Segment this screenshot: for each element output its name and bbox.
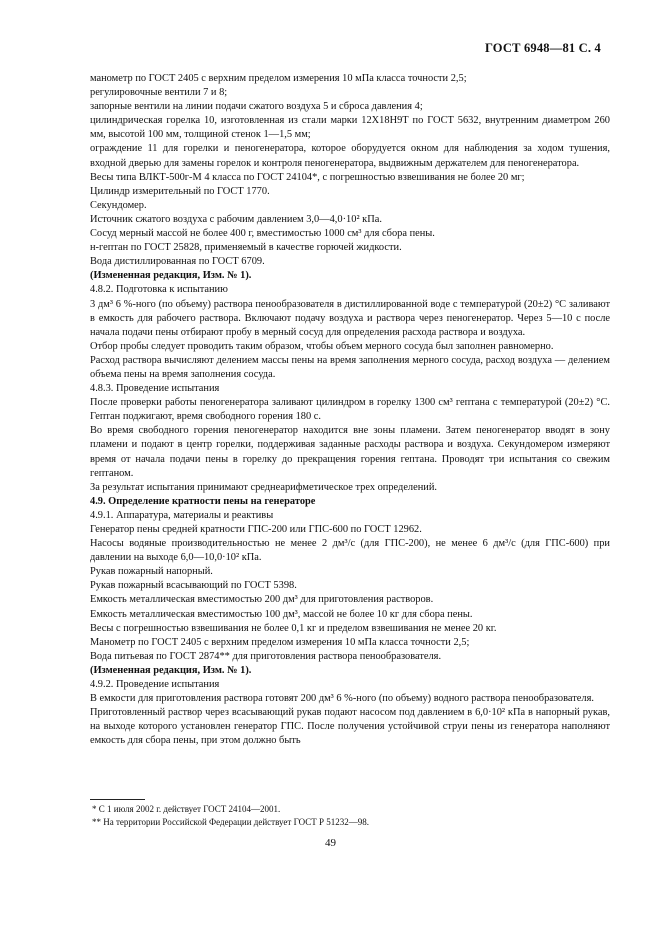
- paragraph: После проверки работы пеногенератора заливают цилиндром в горелку 1300 см³ гептана с температурой (20±2) °С. Гептан поджигают, время свободного горения 180 с.: [90, 397, 610, 423]
- paragraph: Сосуд мерный массой не более 400 г, вместимостью 1000 см³ для сбора пены.: [90, 228, 435, 240]
- paragraph: Емкость металлическая вместимостью 100 дм³, массой не более 10 кг для сбора пены.: [90, 608, 473, 620]
- page-number: 49: [325, 837, 336, 849]
- paragraph: За результат испытания принимают среднеарифметическое трех определений.: [90, 481, 438, 493]
- paragraph: 4.9. Определение кратности пены на генераторе: [90, 495, 316, 507]
- paragraph: В емкости для приготовления раствора готовят 200 дм³ 6 %-ного (по объему) водного раствора пенообразователя.: [90, 693, 594, 705]
- paragraph: Источник сжатого воздуха с рабочим давлением 3,0—4,0·10² кПа.: [90, 213, 382, 225]
- body-text: [90, 72, 610, 749]
- paragraph: Емкость металлическая вместимостью 200 дм³ для приготовления растворов.: [90, 594, 434, 606]
- paragraph: н-гептан по ГОСТ 25828, применяемый в качестве горючей жидкости.: [90, 242, 402, 254]
- paragraph: (Измененная редакция, Изм. № 1).: [90, 270, 252, 282]
- paragraph: Рукав пожарный всасывающий по ГОСТ 5398.: [90, 580, 297, 592]
- paragraph: Расход раствора вычисляют делением массы пены на время заполнения мерного сосуда, расход воздуха — делением объема пены на время заполнения сосуда.: [90, 354, 610, 380]
- paragraph: манометр по ГОСТ 2405 с верхним пределом измерения 10 мПа класса точности 2,5;: [90, 73, 467, 84]
- paragraph: Весы типа ВЛКТ-500г-М 4 класса по ГОСТ 24104*, с погрешностью взвешивания не более 20 мг;: [90, 171, 525, 183]
- paragraph: цилиндрическая горелка 10, изготовленная из стали марки 12Х18Н9Т по ГОСТ 5632, внутренним диаметром 260 мм, высотой 100 мм, толщиной стенок 1—1,5 мм;: [90, 115, 610, 141]
- footnote-2: ** На территории Российской Федерации действует ГОСТ Р 51232—98.: [92, 816, 369, 827]
- paragraph: Вода дистиллированная по ГОСТ 6709.: [90, 256, 265, 268]
- paragraph: Рукав пожарный напорный.: [90, 566, 213, 578]
- paragraph: Во время свободного горения пеногенератор находится вне зоны пламени. Затем пеногенератор вводят в зону пламени и подают в центр горелки, поддерживая заданные расходы раствора и воздуха. Секундомером измеряют время от начала подачи пены в горелку до прекращения горения гептана. Проводят три испытания со свежим гептаном.: [90, 425, 610, 479]
- paragraph: Весы с погрешностью взвешивания не более 0,1 кг и пределом взвешивания не менее 20 кг.: [90, 622, 497, 634]
- paragraph: Отбор пробы следует проводить таким образом, чтобы объем мерного сосуда был заполнен равномерно.: [90, 340, 554, 352]
- paragraph: 4.9.2. Проведение испытания: [90, 679, 220, 691]
- paragraph: ограждение 11 для горелки и пеногенератора, которое оборудуется окном для наблюдения за ходом тушения, входной дверью для замены горелок и контроля пеногенератора, выдвижным держателем для пеногенератора.: [90, 143, 610, 169]
- paragraph: запорные вентили на линии подачи сжатого воздуха 5 и сброса давления 4;: [90, 101, 423, 113]
- paragraph: 3 дм³ 6 %-ного (по объему) раствора пенообразователя в дистиллированной воде с температурой (20±2) °С заливают в емкость для рабочего раствора. Включают подачу воздуха и раствора через пеногенератор. Через 5—10 с после начала подачи пены отбирают пробу в мерный сосуд для определения расхода раствора и воздуха.: [90, 298, 610, 338]
- footnotes: [80, 799, 610, 828]
- paragraph: Насосы водяные производительностью не менее 2 дм³/с (для ГПС-200), не менее 6 дм³/с (для ГПС-600) при давлении на выходе 6,0—10,0·10² кПа.: [90, 538, 610, 564]
- paragraph: 4.8.2. Подготовка к испытанию: [90, 284, 228, 296]
- paragraph: Приготовленный раствор через всасывающий рукав подают насосом под давлением в 6,0·10² кПа в напорный рукав, на выходе которого установлен генератор ГПС. После получения устойчивой струи пены из генератора наполняют емкость для сбора пены, при этом должно быть: [90, 707, 610, 747]
- footnote-1: * С 1 июля 2002 г. действует ГОСТ 24104—2001.: [92, 804, 281, 814]
- footnote-rule: [90, 799, 145, 800]
- paragraph: Цилиндр измерительный по ГОСТ 1770.: [90, 185, 270, 197]
- paragraph: 4.8.3. Проведение испытания: [90, 383, 220, 395]
- paragraph: 4.9.1. Аппаратура, материалы и реактивы: [90, 509, 274, 521]
- paragraph: Секундомер.: [90, 199, 147, 211]
- paragraph: Манометр по ГОСТ 2405 с верхним пределом измерения 10 мПа класса точности 2,5;: [90, 636, 470, 648]
- paragraph: Генератор пены средней кратности ГПС-200 или ГПС-600 по ГОСТ 12962.: [90, 524, 422, 535]
- paragraph: Вода питьевая по ГОСТ 2874** для приготовления раствора пенообразователя.: [90, 650, 442, 662]
- paragraph: (Измененная редакция, Изм. № 1).: [90, 664, 252, 676]
- paragraph: регулировочные вентили 7 и 8;: [90, 87, 228, 99]
- page-header: ГОСТ 6948—81 С. 4: [484, 41, 601, 55]
